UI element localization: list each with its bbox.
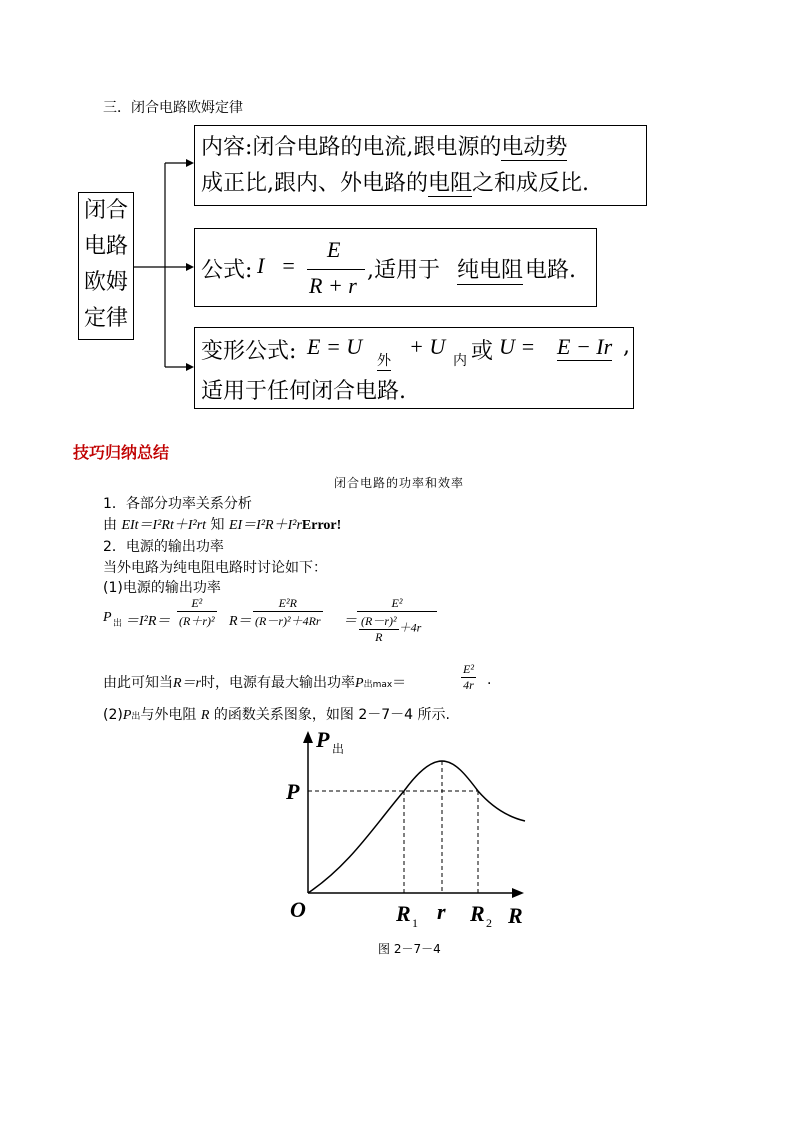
root-line-4: 定律 — [83, 306, 128, 331]
fraction-1 — [177, 596, 217, 629]
f3-num: E² — [357, 596, 437, 612]
l1-formula-1: EIt＝I²Rt＋I²rt — [121, 518, 207, 533]
r-label: r — [437, 899, 446, 924]
f1-num: E² — [177, 596, 217, 612]
f3-den-num: (R－r)² — [361, 614, 397, 628]
l4-mid: 时，电源有最大输出功率 — [201, 675, 355, 691]
formula-var-I: I — [257, 253, 265, 278]
variant-line-2: 适用于任何闭合电路. — [201, 379, 406, 404]
l4-num: E² — [463, 662, 474, 676]
f1-den: (R＋r)² — [179, 614, 215, 628]
l5-P: P — [122, 708, 132, 723]
y-axis-label-sub: 出 — [332, 742, 345, 756]
origin-label: O — [290, 897, 306, 922]
content-box — [194, 125, 647, 206]
heading-1: 1．各部分功率关系分析 — [103, 496, 252, 512]
variant-sub-outer: 外 — [377, 350, 391, 371]
section-title: 三．闭合电路欧姆定律 — [103, 100, 243, 116]
l1-pre: 由 — [103, 517, 117, 533]
l5-pre: (2) — [103, 707, 123, 723]
formula-equals: = — [281, 253, 296, 278]
content-underline-emf: 电动势 — [501, 135, 568, 160]
eq-part-3: ＝ — [343, 614, 357, 629]
r1-label: R — [396, 901, 411, 926]
eq-P-sub: 出 — [113, 619, 123, 629]
l4-den: 4r — [463, 678, 474, 692]
formula-mid-text: ,适用于 — [367, 258, 440, 283]
l5-text: 与外电阻 — [140, 707, 197, 723]
eq-P: P — [103, 610, 112, 625]
root-line-1: 闭合 — [83, 198, 128, 223]
l1-error: Error! — [301, 518, 342, 533]
l4-end: . — [487, 672, 492, 688]
f3-inner-frac — [359, 612, 399, 645]
fraction-2 — [253, 596, 323, 629]
output-power-graph — [280, 725, 540, 945]
r2-sub: 2 — [486, 916, 492, 930]
p-mark-label: P — [286, 779, 300, 804]
f3-den-den: R — [375, 630, 383, 644]
variant-plus-U: + U — [409, 334, 446, 359]
line-graph-intro — [103, 704, 450, 724]
x-axis-label: R — [508, 903, 523, 928]
formula-box — [194, 228, 597, 307]
max-power-fraction — [461, 662, 476, 693]
tips-title: 技巧归纳总结 — [73, 443, 170, 462]
l5-end: 的函数关系图象，如图 2－7－4 所示. — [213, 707, 450, 723]
power-curve — [308, 761, 525, 893]
f3-den-tail: ＋4r — [398, 620, 422, 635]
l4-P-sub: 出max — [363, 680, 393, 690]
y-axis-arrow — [303, 731, 313, 743]
content-text-2: 成正比,跟内、外电路的 — [201, 171, 428, 196]
x-axis-arrow — [512, 888, 524, 898]
line-max-power — [103, 662, 523, 698]
variant-prefix: 变形公式: — [201, 339, 297, 364]
variant-eq-E-U: E = U — [307, 334, 363, 359]
f2-num: E²R — [253, 596, 323, 612]
line-output-power: (1)电源的输出功率 — [103, 580, 221, 596]
formula-suffix: 电路. — [525, 258, 576, 283]
formula-prefix: 公式: — [201, 258, 253, 283]
center-title: 闭合电路的功率和效率 — [334, 476, 465, 490]
l5-P-sub: 出 — [131, 712, 141, 722]
max-power-text — [103, 672, 406, 692]
formula-numerator: E — [327, 237, 341, 262]
variant-underline-E-Ir: E − Ir — [557, 334, 613, 359]
mindmap-root — [78, 192, 134, 340]
variant-formula-box — [194, 327, 634, 409]
heading-2: 2．电源的输出功率 — [103, 539, 224, 555]
figure-caption: 图 2－7－4 — [378, 942, 441, 956]
eq-part-1: ＝I²R＝ — [125, 614, 171, 629]
variant-or: 或 — [471, 339, 494, 364]
l4-pre: 由此可知当 — [103, 675, 173, 691]
l4-P: P — [355, 676, 364, 691]
eq-part-2: R＝ — [229, 614, 252, 629]
l5-R: R — [200, 708, 210, 723]
content-text-3: 之和成反比. — [472, 171, 590, 196]
variant-comma: , — [623, 334, 630, 359]
l4-cond: R＝r — [173, 676, 201, 691]
l4-eq: ＝ — [392, 675, 407, 691]
f3-den — [357, 612, 437, 645]
output-power-equation — [103, 596, 463, 652]
variant-eq-U: U = — [499, 334, 536, 359]
content-text-1: 内容:闭合电路的电流,跟电源的 — [201, 135, 502, 160]
l1-formula-2: EI＝I²R＋I²r — [228, 518, 302, 533]
variant-sub-inner: 内 — [453, 353, 467, 369]
formula-underline-pure-resistance: 纯电阻 — [457, 253, 523, 285]
fraction-3 — [357, 596, 437, 645]
content-underline-resistance: 电阻 — [428, 171, 473, 196]
formula-denominator: R + r — [309, 273, 357, 298]
line-discussion: 当外电路为纯电阻电路时讨论如下： — [103, 560, 327, 576]
root-line-3: 欧姆 — [83, 270, 128, 295]
root-line-2: 电路 — [83, 234, 128, 259]
r2-label: R — [470, 901, 485, 926]
y-axis-label: P — [316, 727, 330, 752]
r1-sub: 1 — [412, 916, 418, 930]
l1-mid: 知 — [210, 517, 225, 533]
f2-den: (R－r)²＋4Rr — [255, 614, 321, 628]
line-power-relation — [103, 514, 341, 534]
formula-fraction-bar — [307, 269, 365, 270]
